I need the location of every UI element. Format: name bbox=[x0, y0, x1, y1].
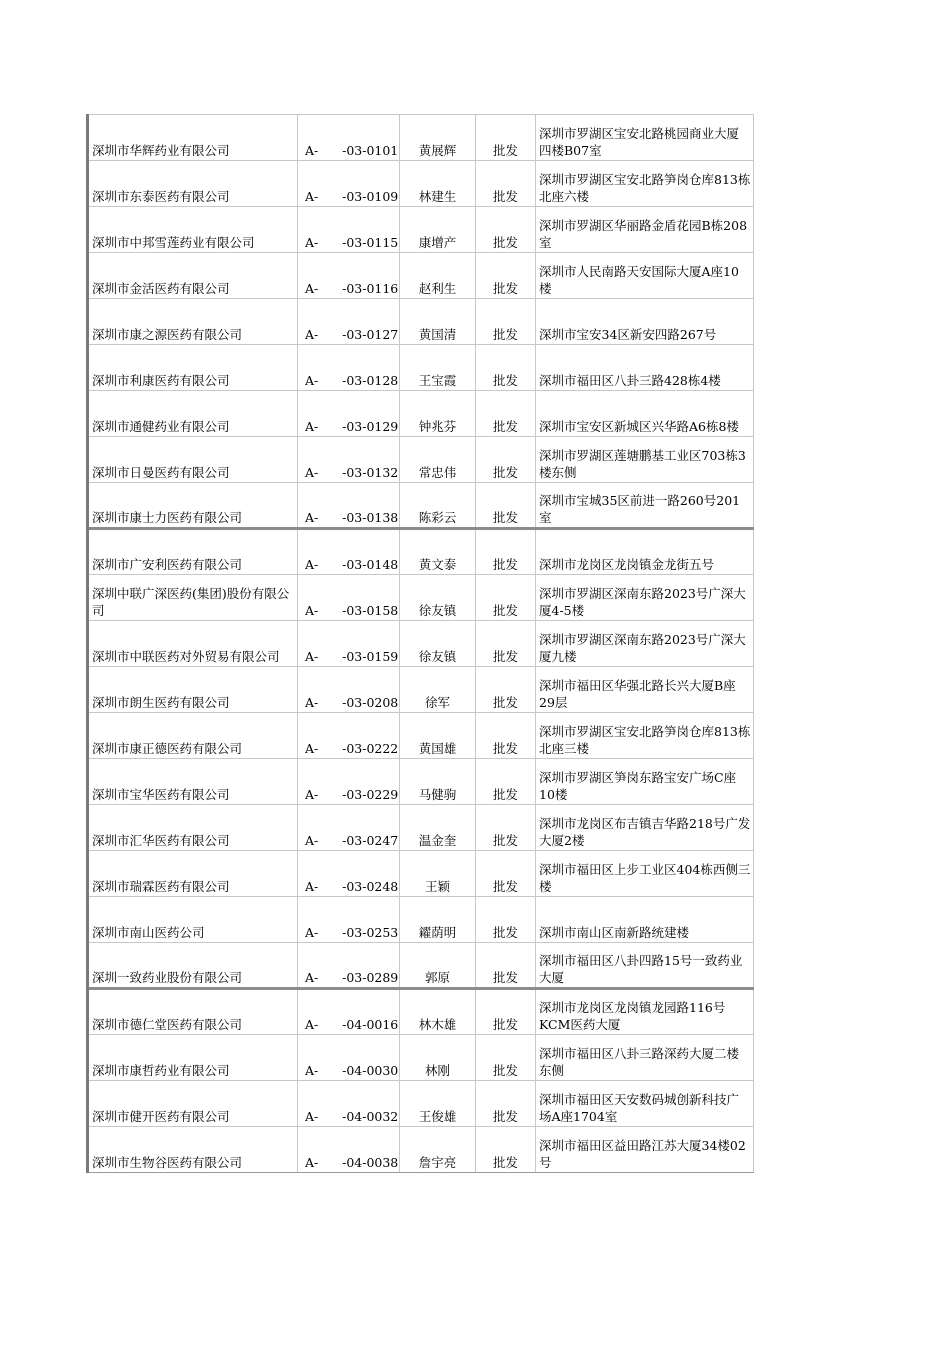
company-name-cell: 深圳市康哲药业有限公司 bbox=[88, 1035, 298, 1081]
business-type-cell: 批发 bbox=[476, 253, 536, 299]
table-row bbox=[88, 667, 754, 713]
address-cell: 深圳市南山区南新路统建楼 bbox=[536, 897, 754, 943]
person-cell: 詹宇亮 bbox=[400, 1127, 476, 1173]
person-cell: 徐军 bbox=[400, 667, 476, 713]
company-name-cell: 深圳市瑞霖医药有限公司 bbox=[88, 851, 298, 897]
company-name-cell: 深圳市汇华医药有限公司 bbox=[88, 805, 298, 851]
license-code-cell: A- -04-0038 bbox=[298, 1127, 400, 1173]
address-cell: 深圳市罗湖区深南东路2023号广深大厦4-5楼 bbox=[536, 575, 754, 621]
table-row bbox=[88, 1035, 754, 1081]
person-cell: 黄国清 bbox=[400, 299, 476, 345]
address-cell: 深圳市龙岗区龙岗镇金龙街五号 bbox=[536, 529, 754, 575]
address-cell: 深圳市罗湖区宝安北路笋岗仓库813栋北座三楼 bbox=[536, 713, 754, 759]
license-code-cell: A- -03-0138 bbox=[298, 483, 400, 529]
address-cell: 深圳市龙岗区布吉镇吉华路218号广发大厦2楼 bbox=[536, 805, 754, 851]
address-cell: 深圳市宝安34区新安四路267号 bbox=[536, 299, 754, 345]
person-cell: 黄国雄 bbox=[400, 713, 476, 759]
person-cell: 王颖 bbox=[400, 851, 476, 897]
company-name-cell: 深圳市康士力医药有限公司 bbox=[88, 483, 298, 529]
license-code-cell: A- -03-0289 bbox=[298, 943, 400, 989]
business-type-cell: 批发 bbox=[476, 621, 536, 667]
person-cell: 黄文泰 bbox=[400, 529, 476, 575]
license-code-cell: A- -03-0109 bbox=[298, 161, 400, 207]
company-name-cell: 深圳市金活医药有限公司 bbox=[88, 253, 298, 299]
address-cell: 深圳市龙岗区龙岗镇龙园路116号KCM医药大厦 bbox=[536, 989, 754, 1035]
company-name-cell: 深圳市中联医药对外贸易有限公司 bbox=[88, 621, 298, 667]
table-row bbox=[88, 943, 754, 989]
license-code-cell: A- -03-0129 bbox=[298, 391, 400, 437]
company-name-cell: 深圳市康之源医药有限公司 bbox=[88, 299, 298, 345]
address-cell: 深圳市罗湖区深南东路2023号广深大厦九楼 bbox=[536, 621, 754, 667]
address-cell: 深圳市人民南路天安国际大厦A座10楼 bbox=[536, 253, 754, 299]
license-code-cell: A- -03-0158 bbox=[298, 575, 400, 621]
license-code-cell: A- -03-0116 bbox=[298, 253, 400, 299]
person-cell: 郭原 bbox=[400, 943, 476, 989]
company-name-cell: 深圳市中邦雪莲药业有限公司 bbox=[88, 207, 298, 253]
business-type-cell: 批发 bbox=[476, 161, 536, 207]
address-cell: 深圳市罗湖区华丽路金盾花园B栋208室 bbox=[536, 207, 754, 253]
company-name-cell: 深圳中联广深医药(集团)股份有限公司 bbox=[88, 575, 298, 621]
person-cell: 黄展辉 bbox=[400, 115, 476, 161]
business-type-cell: 批发 bbox=[476, 529, 536, 575]
address-cell: 深圳市罗湖区笋岗东路宝安广场C座10楼 bbox=[536, 759, 754, 805]
business-type-cell: 批发 bbox=[476, 1035, 536, 1081]
license-code-cell: A- -03-0247 bbox=[298, 805, 400, 851]
address-cell: 深圳市福田区八卦四路15号一致药业大厦 bbox=[536, 943, 754, 989]
business-type-cell: 批发 bbox=[476, 437, 536, 483]
table-row bbox=[88, 437, 754, 483]
table-row bbox=[88, 115, 754, 161]
table-row bbox=[88, 1081, 754, 1127]
spreadsheet bbox=[86, 114, 752, 1173]
company-name-cell: 深圳市朗生医药有限公司 bbox=[88, 667, 298, 713]
table-row bbox=[88, 529, 754, 575]
license-code-cell: A- -04-0032 bbox=[298, 1081, 400, 1127]
license-code-cell: A- -03-0148 bbox=[298, 529, 400, 575]
address-cell: 深圳市福田区益田路江苏大厦34楼02号 bbox=[536, 1127, 754, 1173]
company-name-cell: 深圳市宝华医药有限公司 bbox=[88, 759, 298, 805]
license-code-cell: A- -03-0115 bbox=[298, 207, 400, 253]
business-type-cell: 批发 bbox=[476, 897, 536, 943]
person-cell: 徐友镇 bbox=[400, 575, 476, 621]
table-row bbox=[88, 805, 754, 851]
person-cell: 徐友镇 bbox=[400, 621, 476, 667]
business-type-cell: 批发 bbox=[476, 1081, 536, 1127]
business-type-cell: 批发 bbox=[476, 759, 536, 805]
table-row bbox=[88, 253, 754, 299]
license-code-cell: A- -03-0208 bbox=[298, 667, 400, 713]
business-type-cell: 批发 bbox=[476, 299, 536, 345]
address-cell: 深圳市宝安区新城区兴华路A6栋8楼 bbox=[536, 391, 754, 437]
table-row bbox=[88, 161, 754, 207]
person-cell: 林建生 bbox=[400, 161, 476, 207]
company-name-cell: 深圳市生物谷医药有限公司 bbox=[88, 1127, 298, 1173]
person-cell: 王宝霞 bbox=[400, 345, 476, 391]
table-row bbox=[88, 759, 754, 805]
company-name-cell: 深圳市东泰医药有限公司 bbox=[88, 161, 298, 207]
person-cell: 赵利生 bbox=[400, 253, 476, 299]
license-code-cell: A- -03-0222 bbox=[298, 713, 400, 759]
license-code-cell: A- -03-0159 bbox=[298, 621, 400, 667]
table-row bbox=[88, 713, 754, 759]
license-code-cell: A- -04-0030 bbox=[298, 1035, 400, 1081]
table-row bbox=[88, 483, 754, 529]
business-type-cell: 批发 bbox=[476, 943, 536, 989]
table-row bbox=[88, 391, 754, 437]
person-cell: 糴荫明 bbox=[400, 897, 476, 943]
business-type-cell: 批发 bbox=[476, 207, 536, 253]
person-cell: 钟兆芬 bbox=[400, 391, 476, 437]
company-name-cell: 深圳市健开医药有限公司 bbox=[88, 1081, 298, 1127]
license-code-cell: A- -03-0128 bbox=[298, 345, 400, 391]
license-code-cell: A- -04-0016 bbox=[298, 989, 400, 1035]
person-cell: 林刚 bbox=[400, 1035, 476, 1081]
address-cell: 深圳市罗湖区宝安北路笋岗仓库813栋北座六楼 bbox=[536, 161, 754, 207]
company-name-cell: 深圳市华辉药业有限公司 bbox=[88, 115, 298, 161]
address-cell: 深圳市罗湖区宝安北路桃园商业大厦四楼B07室 bbox=[536, 115, 754, 161]
table-row bbox=[88, 299, 754, 345]
person-cell: 王俊雄 bbox=[400, 1081, 476, 1127]
person-cell: 马健驹 bbox=[400, 759, 476, 805]
company-name-cell: 深圳市德仁堂医药有限公司 bbox=[88, 989, 298, 1035]
table-row bbox=[88, 1127, 754, 1173]
person-cell: 温金奎 bbox=[400, 805, 476, 851]
table-row bbox=[88, 345, 754, 391]
business-type-cell: 批发 bbox=[476, 575, 536, 621]
license-code-cell: A- -03-0132 bbox=[298, 437, 400, 483]
license-code-cell: A- -03-0127 bbox=[298, 299, 400, 345]
person-cell: 林木雄 bbox=[400, 989, 476, 1035]
address-cell: 深圳市罗湖区莲塘鹏基工业区703栋3楼东侧 bbox=[536, 437, 754, 483]
table-row bbox=[88, 989, 754, 1035]
person-cell: 陈彩云 bbox=[400, 483, 476, 529]
table-row bbox=[88, 207, 754, 253]
company-name-cell: 深圳市广安利医药有限公司 bbox=[88, 529, 298, 575]
company-name-cell: 深圳市日曼医药有限公司 bbox=[88, 437, 298, 483]
business-type-cell: 批发 bbox=[476, 713, 536, 759]
table-row bbox=[88, 851, 754, 897]
person-cell: 康增产 bbox=[400, 207, 476, 253]
license-code-cell: A- -03-0229 bbox=[298, 759, 400, 805]
business-type-cell: 批发 bbox=[476, 805, 536, 851]
address-cell: 深圳市福田区上步工业区404栋西侧三楼 bbox=[536, 851, 754, 897]
table-row bbox=[88, 575, 754, 621]
table-row bbox=[88, 897, 754, 943]
address-cell: 深圳市福田区八卦三路深药大厦二楼东侧 bbox=[536, 1035, 754, 1081]
business-type-cell: 批发 bbox=[476, 667, 536, 713]
address-cell: 深圳市福田区华强北路长兴大厦B座29层 bbox=[536, 667, 754, 713]
address-cell: 深圳市宝城35区前进一路260号201室 bbox=[536, 483, 754, 529]
business-type-cell: 批发 bbox=[476, 345, 536, 391]
business-type-cell: 批发 bbox=[476, 115, 536, 161]
company-name-cell: 深圳市康正德医药有限公司 bbox=[88, 713, 298, 759]
company-name-cell: 深圳市通健药业有限公司 bbox=[88, 391, 298, 437]
company-name-cell: 深圳市利康医药有限公司 bbox=[88, 345, 298, 391]
license-code-cell: A- -03-0101 bbox=[298, 115, 400, 161]
company-table bbox=[86, 114, 754, 1173]
business-type-cell: 批发 bbox=[476, 989, 536, 1035]
company-name-cell: 深圳市南山医药公司 bbox=[88, 897, 298, 943]
business-type-cell: 批发 bbox=[476, 483, 536, 529]
person-cell: 常忠伟 bbox=[400, 437, 476, 483]
business-type-cell: 批发 bbox=[476, 1127, 536, 1173]
address-cell: 深圳市福田区八卦三路428栋4楼 bbox=[536, 345, 754, 391]
license-code-cell: A- -03-0253 bbox=[298, 897, 400, 943]
table-row bbox=[88, 621, 754, 667]
address-cell: 深圳市福田区天安数码城创新科技广场A座1704室 bbox=[536, 1081, 754, 1127]
company-name-cell: 深圳一致药业股份有限公司 bbox=[88, 943, 298, 989]
business-type-cell: 批发 bbox=[476, 851, 536, 897]
business-type-cell: 批发 bbox=[476, 391, 536, 437]
license-code-cell: A- -03-0248 bbox=[298, 851, 400, 897]
